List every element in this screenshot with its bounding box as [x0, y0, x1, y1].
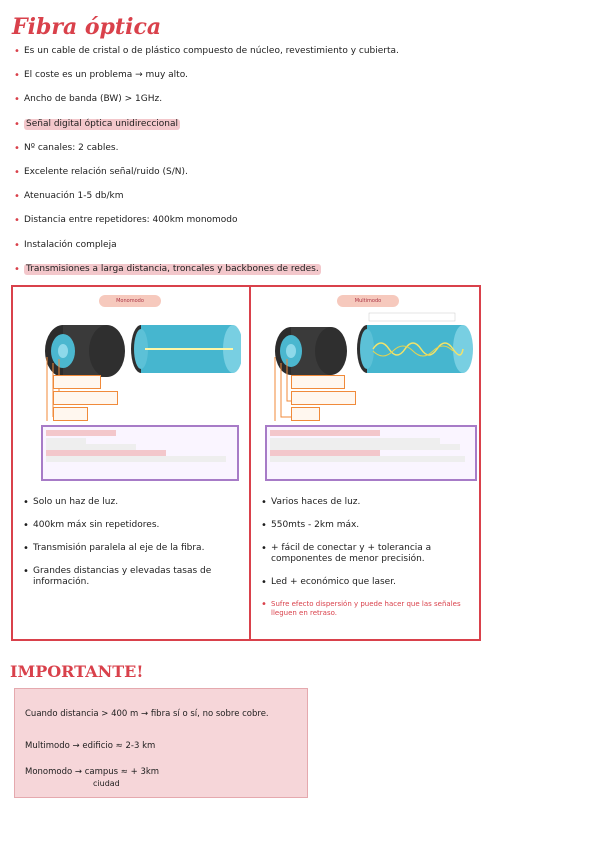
important-title: IMPORTANTE!: [10, 662, 144, 681]
monomodo-column: [13, 287, 247, 639]
list-item-text: 400km máx sin repetidores.: [33, 520, 160, 530]
list-item: [14, 240, 574, 264]
list-item-text: Solo un haz de luz.: [33, 497, 119, 507]
bullet-icon: •: [14, 70, 20, 82]
monomodo-diagram: [19, 291, 241, 487]
infobox-heading: [46, 430, 116, 436]
list-item-text: Instalación compleja: [24, 239, 117, 250]
list-item-text: Es un cable de cristal o de plástico compuesto de núcleo, revestimiento y cubierta.: [24, 46, 399, 56]
list-item: [14, 119, 574, 143]
important-box: [14, 688, 308, 798]
bullet-icon: •: [261, 577, 267, 588]
infobox-heading: [270, 430, 380, 436]
bullet-icon: •: [23, 520, 29, 531]
bullet-icon: •: [14, 94, 20, 106]
list-item-text: Varios haces de luz.: [271, 497, 361, 507]
feature-list: [14, 46, 574, 288]
bullet-icon: •: [14, 191, 20, 203]
list-item: [14, 167, 574, 191]
bullet-icon: •: [14, 263, 20, 275]
important-line: Monomodo → campus ≈ + 3km: [25, 767, 160, 777]
list-item: [14, 143, 574, 167]
bullet-icon: •: [261, 599, 267, 610]
bullet-icon: •: [23, 497, 29, 508]
bullet-icon: •: [14, 118, 20, 130]
list-item-text: Transmisión paralela al eje de la fibra.: [33, 543, 205, 553]
important-line: Multimodo → edificio ≈ 2-3 km: [25, 741, 156, 751]
callout-core: [53, 375, 101, 389]
list-item: [14, 94, 574, 118]
list-item-text: Sufre efecto dispersión y puede hacer que las señales lleguen en retraso.: [271, 600, 461, 617]
list-item-text: + fácil de conectar y + tolerancia a componentes de menor precisión.: [271, 543, 432, 564]
list-item-text: Grandes distancias y elevadas tasas de información.: [33, 566, 212, 587]
bullet-icon: •: [14, 166, 20, 178]
list-item: [14, 70, 574, 94]
list-item: [261, 543, 483, 565]
list-item: [14, 46, 574, 70]
list-item-text: Ancho de banda (BW) > 1GHz.: [24, 94, 163, 105]
callout-core: [291, 375, 345, 389]
list-item-text: 550mts - 2km máx.: [271, 520, 360, 530]
list-item-text: Atenuación 1-5 db/km: [24, 191, 124, 202]
callout-cladding: [291, 391, 356, 405]
list-item: [23, 566, 245, 588]
list-item-text: Nº canales: 2 cables.: [24, 142, 119, 153]
list-item-warning: [261, 600, 483, 618]
multimodo-column: [251, 287, 485, 639]
list-item: [261, 577, 483, 588]
bullet-icon: •: [14, 46, 20, 57]
multimodo-chip: Multimodo: [337, 295, 399, 307]
bullet-icon: •: [261, 520, 267, 531]
callout-coating: [291, 407, 320, 421]
list-item: [261, 520, 483, 531]
monomodo-chip: Monomodo: [99, 295, 161, 307]
multimodo-notes: [261, 497, 483, 630]
bullet-icon: •: [261, 543, 267, 554]
bullet-icon: •: [14, 142, 20, 154]
list-item: [23, 497, 245, 508]
list-item-text: Distancia entre repetidores: 400km monomodo: [24, 215, 238, 226]
page-title: Fibra óptica: [12, 14, 162, 40]
list-item: [14, 215, 574, 239]
list-item-text: Excelente relación señal/ruido (S/N).: [24, 166, 188, 177]
infobox-line: [270, 456, 465, 462]
bullet-icon: •: [23, 566, 29, 577]
multimodo-diagram: [257, 291, 479, 487]
bullet-icon: •: [14, 215, 20, 227]
list-item: [23, 520, 245, 531]
bullet-icon: •: [23, 543, 29, 554]
bullet-icon: •: [261, 497, 267, 508]
infobox-line: [46, 456, 226, 462]
callout-coating: [53, 407, 88, 421]
list-item-text: Transmisiones a larga distancia, troncales y backbones de redes.: [26, 263, 319, 274]
callout-cladding: [53, 391, 118, 405]
list-item: [14, 191, 574, 215]
list-item-text: Led + económico que laser.: [271, 577, 396, 587]
list-item: [261, 497, 483, 508]
important-line: Cuando distancia > 400 m → fibra sí o sí, no sobre cobre.: [25, 709, 269, 719]
bullet-icon: •: [14, 239, 20, 251]
important-line: ciudad: [93, 779, 120, 788]
multimodo-infobox: [265, 425, 477, 481]
list-item-text: Señal digital óptica unidireccional: [26, 118, 179, 129]
list-item: [23, 543, 245, 554]
comparison-panel: [11, 285, 481, 641]
monomodo-notes: [23, 497, 245, 600]
list-item-text: El coste es un problema → muy alto.: [24, 70, 188, 81]
monomodo-infobox: [41, 425, 239, 481]
